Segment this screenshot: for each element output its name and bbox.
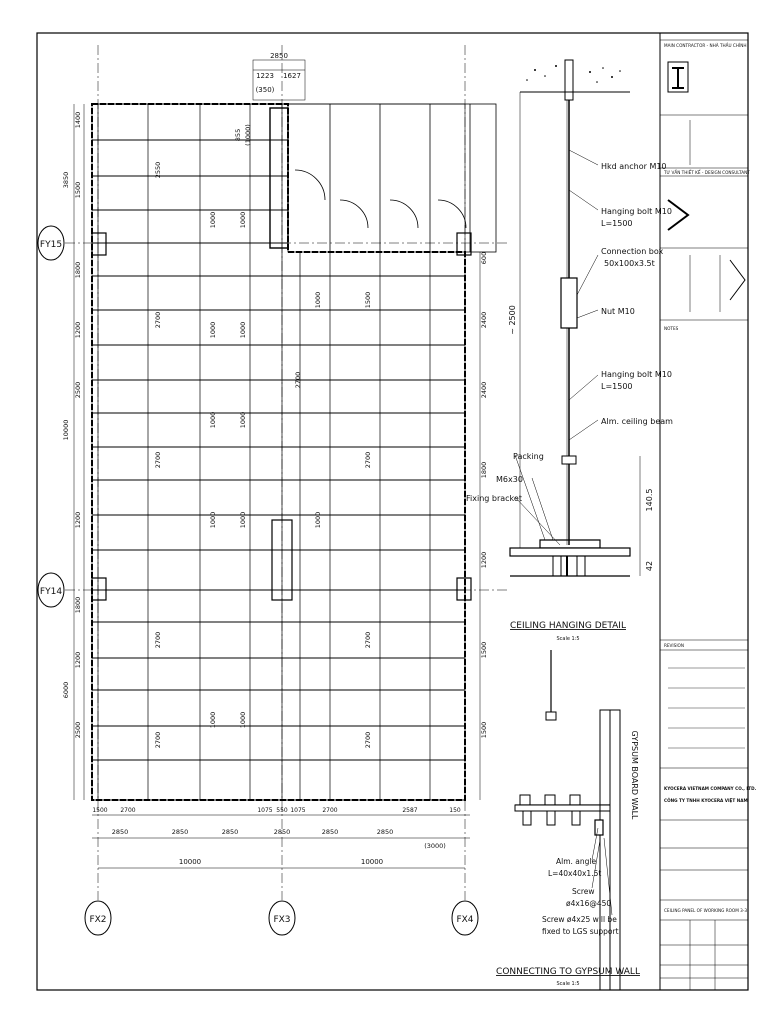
detail-scale-gypsum: Scale 1:5 <box>556 981 580 987</box>
bottom-dim: 2700 <box>120 807 136 814</box>
label-screw-size: ø4x16@450 <box>566 899 612 908</box>
left-total: 6000 <box>62 681 70 699</box>
svg-text:FY15: FY15 <box>39 240 63 250</box>
title-block-text <box>663 43 757 913</box>
top-dimensions <box>253 52 305 100</box>
bottom-dim: 2700 <box>322 807 338 814</box>
bottom-dim: 1075 <box>290 807 306 814</box>
label-anchor: Hkd anchor M10 <box>601 162 667 171</box>
left-total: 3850 <box>62 171 70 189</box>
label-screw: Screw <box>572 887 595 896</box>
panel-dim-label: 1000 <box>239 511 247 529</box>
right-dim: 1800 <box>480 461 488 479</box>
right-dimensions <box>480 252 488 800</box>
door-dim: 855 <box>234 128 242 142</box>
panel-dim-label: 2700 <box>154 631 162 649</box>
bottom-dim: 2850 <box>376 828 394 836</box>
bottom-dim: 150 <box>449 807 461 814</box>
bottom-dim: 2587 <box>402 807 418 814</box>
label-bracket: Fixing bracket <box>466 494 522 503</box>
ceiling-plan <box>38 45 510 935</box>
column-markers <box>92 233 471 600</box>
panel-dim-label: 1000 <box>314 511 322 529</box>
label-box: Connection box <box>601 247 664 256</box>
label-bolt2: Hanging bolt M10 <box>601 370 672 379</box>
label-angle: Alm. angle <box>556 857 597 866</box>
dim-42: 42 <box>645 560 654 572</box>
bottom-dim: 1075 <box>257 807 273 814</box>
panel-dim-label: 1000 <box>209 511 217 529</box>
grid-bubble-fy14 <box>38 573 64 607</box>
panel-dim-label: 1000 <box>239 321 247 339</box>
bottom-dimensions <box>92 807 470 868</box>
svg-text:2850: 2850 <box>270 52 288 60</box>
panel-dim-label: 2700 <box>154 731 162 749</box>
right-dim: 600 <box>480 251 488 265</box>
left-dim: 1200 <box>74 321 82 339</box>
left-dim: 1200 <box>74 651 82 669</box>
tb-client-en: KYOCERA VIETNAM COMPANY CO., LTD. <box>664 786 757 791</box>
panel-dim-label: 1000 <box>209 321 217 339</box>
left-dim: 1800 <box>74 261 82 279</box>
bottom-dim: 2850 <box>221 828 239 836</box>
right-dim: 1500 <box>480 641 488 659</box>
left-dim: 2500 <box>74 381 82 399</box>
tb-notes: NOTES <box>664 326 679 331</box>
panel-dim-label: 2700 <box>364 451 372 469</box>
grid-bubble-fx3 <box>269 901 295 935</box>
label-nut: Nut M10 <box>601 307 635 316</box>
door-dim: (1000) <box>244 124 252 146</box>
panel-grid <box>92 104 465 800</box>
grid-bubble-fy15 <box>38 226 64 260</box>
dim-height: ~ 2500 <box>508 305 517 335</box>
gypsum-wall-label: GYPSUM BOARD WALL <box>630 730 639 820</box>
bottom-dim: 2850 <box>171 828 189 836</box>
ceiling-hanging-detail <box>466 60 673 642</box>
panel-dim-label: 2700 <box>364 731 372 749</box>
svg-text:FX2: FX2 <box>89 915 107 925</box>
detail-title-gypsum: CONNECTING TO GYPSUM WALL <box>496 967 640 977</box>
panel-dim-label: 1000 <box>239 411 247 429</box>
bottom-dim: (3000) <box>424 842 446 850</box>
right-dim: 1200 <box>480 551 488 569</box>
grid-bubble-fx2 <box>85 901 111 935</box>
title-block <box>660 40 748 990</box>
bottom-dim: 550 <box>276 807 288 814</box>
left-dim: 1400 <box>74 111 82 129</box>
left-dim: 1500 <box>74 181 82 199</box>
panel-dim-label: 1500 <box>364 291 372 309</box>
tb-drawing-title: CEILING PANEL OF WORKING ROOM 3-3 <box>664 908 748 913</box>
label-bolt1-len: L=1500 <box>601 219 633 228</box>
panel-dim-label: 1000 <box>239 211 247 229</box>
panel-dim-label: 1000 <box>209 711 217 729</box>
right-dim: 1500 <box>480 721 488 739</box>
detail-scale-hanging: Scale 1:5 <box>556 636 580 642</box>
label-note1: Screw ø4x25 will be <box>542 915 617 924</box>
tb-client-vn: CÔNG TY TNHH KYOCERA VIỆT NAM <box>664 798 748 803</box>
label-bolt1: Hanging bolt M10 <box>601 207 672 216</box>
panel-dim-label: 2700 <box>294 371 302 389</box>
bottom-dim: 2850 <box>273 828 291 836</box>
label-angle-size: L=40x40x1.5t <box>548 869 602 878</box>
svg-text:(350): (350) <box>255 86 275 94</box>
panel-dim-label: 1000 <box>239 711 247 729</box>
svg-text:FX3: FX3 <box>273 915 291 925</box>
panel-dim-label: 1000 <box>209 411 217 429</box>
gypsum-wall-detail <box>496 650 640 990</box>
label-packing: Packing <box>513 452 544 461</box>
label-m6: M6x30 <box>496 475 523 484</box>
panel-dim-label: 2700 <box>154 311 162 329</box>
left-dimensions <box>62 104 84 800</box>
bottom-dim: 2850 <box>111 828 129 836</box>
svg-text:1627: 1627 <box>283 72 301 80</box>
label-beam: Alm. ceiling beam <box>601 417 673 426</box>
bottom-dim: 1500 <box>92 807 108 814</box>
panel-dim-label: 2700 <box>154 451 162 469</box>
right-dim: 2400 <box>480 311 488 329</box>
left-dim: 1800 <box>74 596 82 614</box>
tb-consultant: TƯ VẤN THIẾT KẾ - DESIGN CONSULTANT <box>664 170 750 175</box>
tb-header: MAIN CONTRACTOR - NHÀ THẦU CHÍNH <box>664 43 747 48</box>
grid-bubble-fx4 <box>452 901 478 935</box>
label-bolt2-len: L=1500 <box>601 382 633 391</box>
panel-dim-label: 2550 <box>154 161 162 179</box>
panel-dim-label: 2700 <box>364 631 372 649</box>
left-dim: 1200 <box>74 511 82 529</box>
svg-text:1223: 1223 <box>256 72 274 80</box>
bottom-span: 10000 <box>360 858 384 866</box>
right-dim: 2400 <box>480 381 488 399</box>
dim-140: 140.5 <box>645 488 654 512</box>
svg-text:FY14: FY14 <box>39 587 63 597</box>
left-total: 10000 <box>62 419 70 441</box>
left-dim: 2500 <box>74 721 82 739</box>
svg-text:FX4: FX4 <box>456 915 474 925</box>
panel-dim-label: 1000 <box>314 291 322 309</box>
label-note2: fixed to LGS support <box>542 927 619 936</box>
bottom-span: 10000 <box>178 858 202 866</box>
detail-title-hanging: CEILING HANGING DETAIL <box>510 621 626 631</box>
label-box-size: 50x100x3.5t <box>604 259 655 268</box>
panel-dim-label: 1000 <box>209 211 217 229</box>
door-rooms <box>270 104 496 252</box>
sheet-border <box>37 33 748 990</box>
tb-revision: REVISION <box>664 643 684 648</box>
bottom-dim: 2850 <box>321 828 339 836</box>
